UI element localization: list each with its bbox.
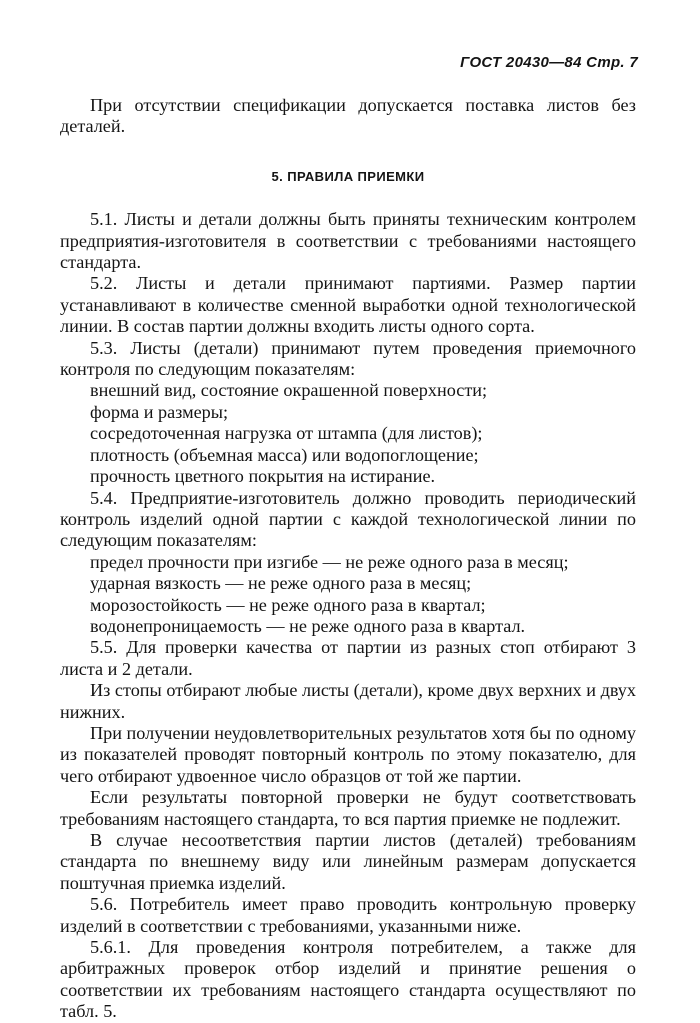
paragraph-5-5-c: Если результаты повторной проверки не будут соответствовать требованиям настоящего стандарта, то вся партия приемке не подлежит. bbox=[60, 787, 636, 829]
page-header: ГОСТ 20430—84 Стр. 7 bbox=[460, 54, 638, 71]
list-item: ударная вязкость — не реже одного раза в месяц; bbox=[90, 573, 472, 594]
paragraph-5-5-d: В случае несоответствия партии листов (деталей) требованиям стандарта по внешнему виду или линейным размерам допускается поштучная приемка изделий. bbox=[60, 830, 636, 893]
list-item: сосредоточенная нагрузка от штампа (для листов); bbox=[90, 423, 483, 444]
list-item: морозостойкость — не реже одного раза в квартал; bbox=[90, 594, 486, 615]
paragraph-5-5: 5.5. Для проверки качества от партии из разных стоп отбирают 3 листа и 2 детали. bbox=[60, 637, 636, 679]
paragraph-5-1: 5.1. Листы и детали должны быть приняты техническим контролем предприятия-изготовителя в соответствии с требованиями настоящего стандарта. bbox=[60, 209, 636, 273]
paragraph-5-6-1: 5.6.1. Для проведения контроля потребителем, а также для арбитражных проверок отбор изделий и принятие решения о соответствии их требованиям настоящего стандарта осуществляют по табл. 5. bbox=[60, 937, 636, 1022]
paragraph-5-5-a: Из стопы отбирают любые листы (детали), кроме двух верхних и двух нижних. bbox=[60, 680, 636, 722]
list-item: прочность цветного покрытия на истирание. bbox=[90, 466, 436, 487]
paragraph-5-3: 5.3. Листы (детали) принимают путем проведения приемочного контроля по следующим показателям: bbox=[60, 337, 636, 380]
paragraph-5-2: 5.2. Листы и детали принимают партиями. Размер партии устанавливают в количестве сменной выработки одной технологической линии. В состав партии должны входить листы одного сорта. bbox=[60, 273, 636, 337]
list-item: водонепроницаемость — не реже одного раза в квартал. bbox=[90, 615, 526, 636]
intro-paragraph: При отсутствии спецификации допускается поставка листов без деталей. bbox=[60, 95, 636, 137]
list-item: плотность (объемная масса) или водопоглощение; bbox=[90, 444, 479, 465]
paragraph-5-5-b: При получении неудовлетворительных результатов хотя бы по одному из показателей проводят повторный контроль по этому показателю, для чего отбирают удвоенное число образцов от той же партии. bbox=[60, 722, 636, 786]
list-item: форма и размеры; bbox=[90, 401, 229, 422]
list-item: предел прочности при изгибе — не реже одного раза в месяц; bbox=[90, 551, 569, 572]
paragraph-5-4: 5.4. Предприятие-изготовитель должно проводить периодический контроль изделий одной партии с каждой технологической линии по следующим показателям: bbox=[60, 487, 636, 551]
document-body bbox=[60, 95, 636, 1023]
section-title: 5. ПРАВИЛА ПРИЕМКИ bbox=[271, 168, 425, 184]
list-item: внешний вид, состояние окрашенной поверхности; bbox=[90, 380, 488, 401]
paragraph-5-6: 5.6. Потребитель имеет право проводить контрольную проверку изделий в соответствии с требованиями, указанными ниже. bbox=[60, 894, 636, 936]
